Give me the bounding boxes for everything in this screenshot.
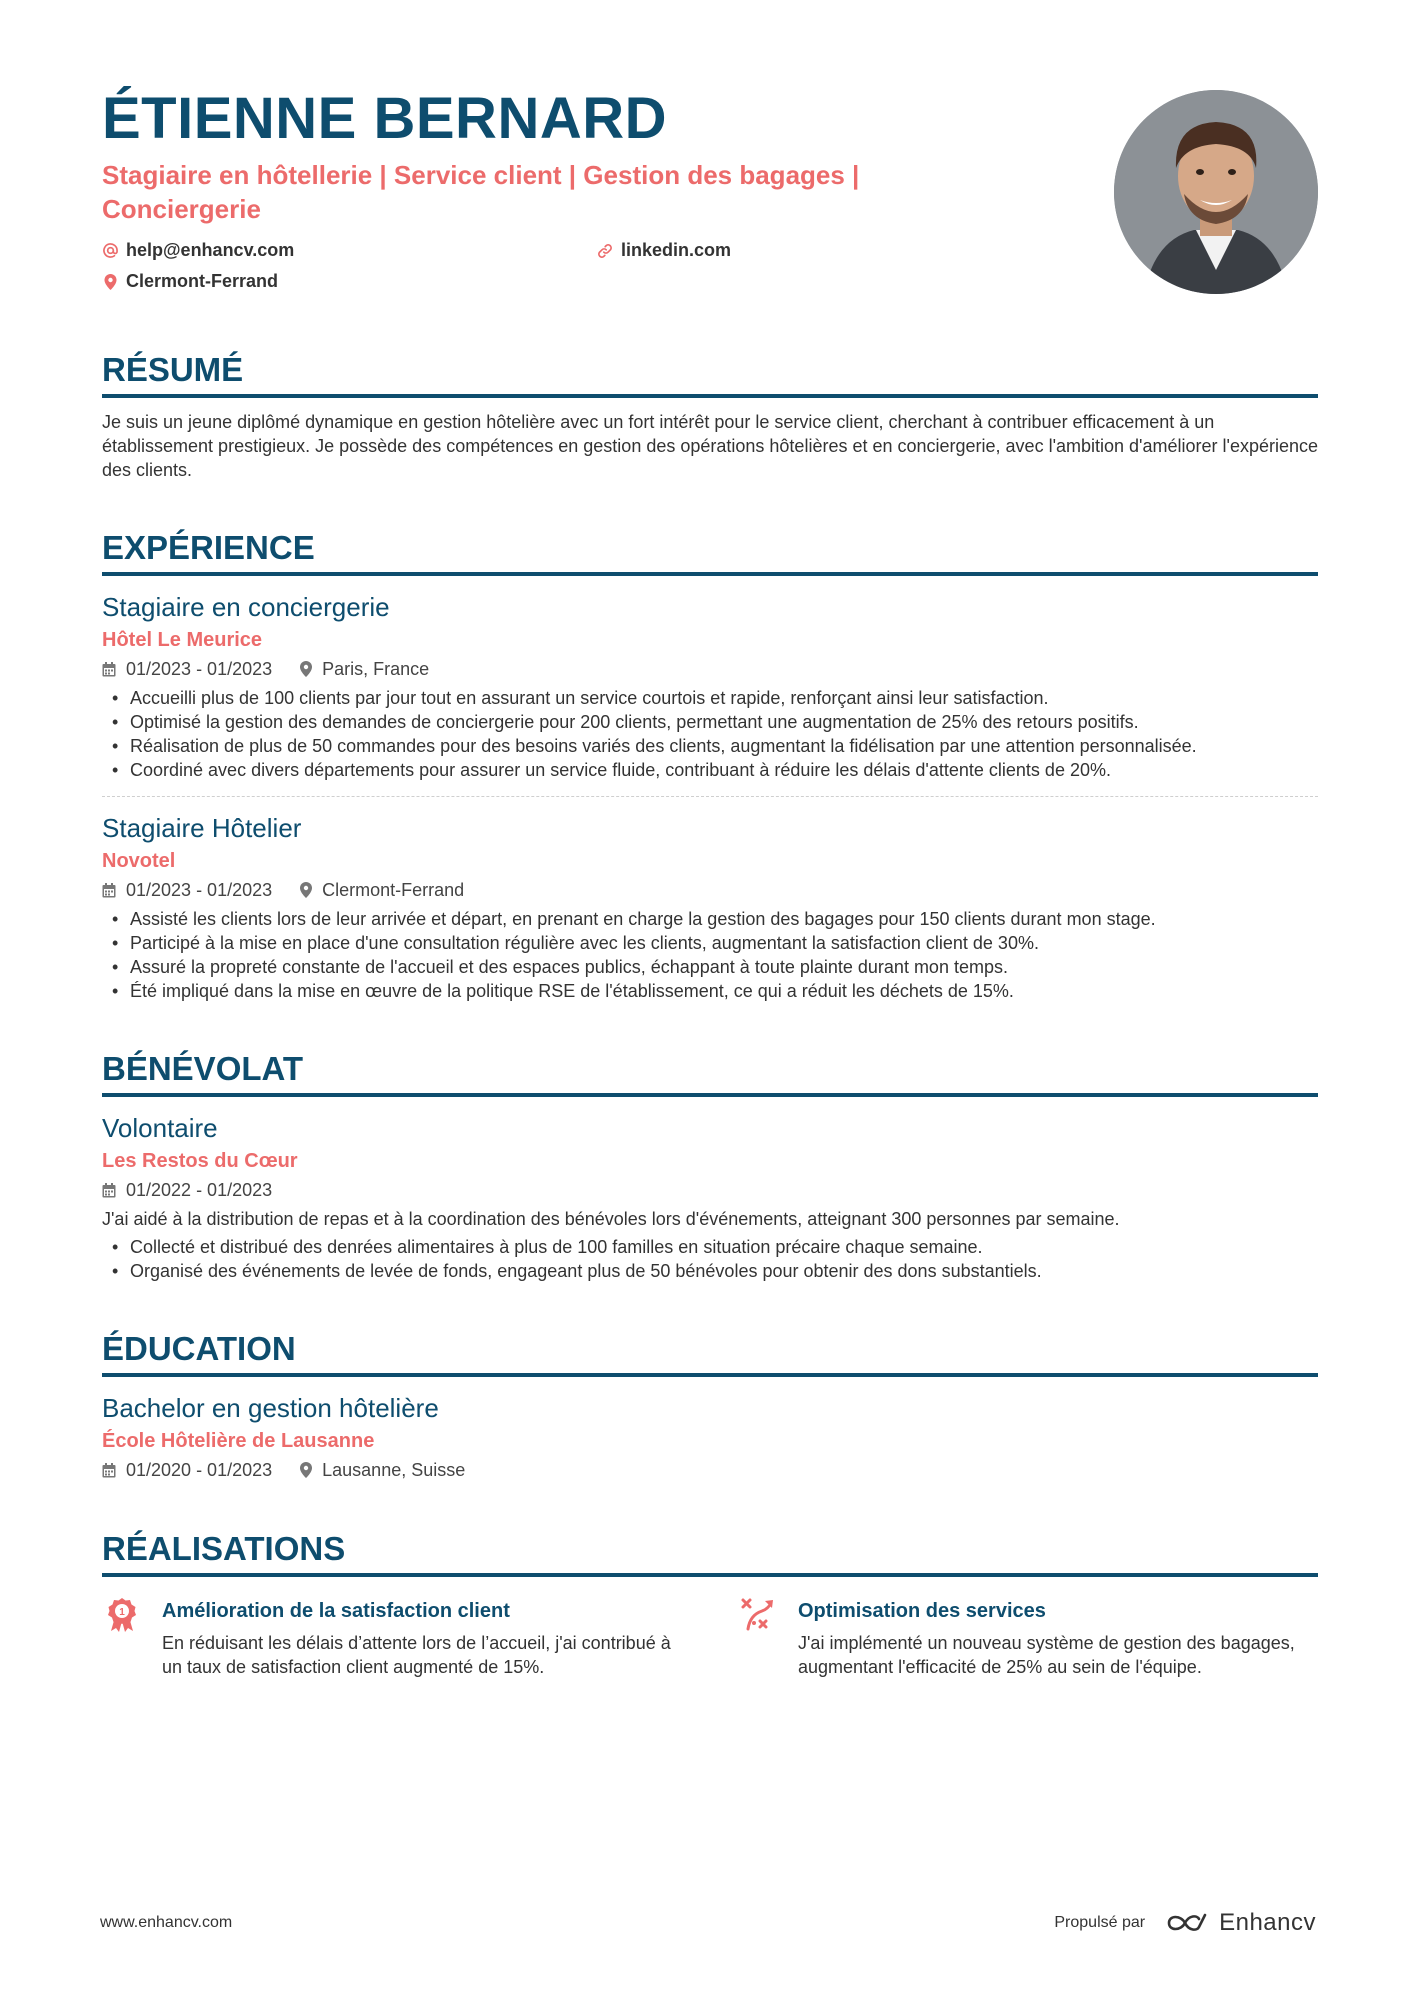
candidate-headline: Stagiaire en hôtellerie | Service client | Gestion des bagages | Conciergerie [102, 160, 860, 224]
job-bullets [102, 686, 1318, 782]
volunteer-meta [102, 1177, 1318, 1203]
job-meta [102, 877, 1318, 903]
achievement-title: Optimisation des services [798, 1600, 1046, 1622]
bullet-item: • Assisté les clients lors de leur arrivée et départ, en prenant en charge la gestion des bagages pour 150 clients durant mon stage. [102, 907, 1318, 931]
volunteer-section [102, 1049, 1318, 1283]
volunteer-bullets [102, 1235, 1318, 1283]
summary-section [102, 350, 1318, 482]
powered-by-label: Propulsé par [1054, 1914, 1146, 1931]
resume-header [102, 86, 1318, 316]
contact-email[interactable] [102, 240, 597, 261]
enhancv-logo-icon [1165, 1911, 1211, 1935]
experience-entry [102, 590, 1318, 782]
summary-heading: RÉSUMÉ [102, 350, 1318, 398]
profile-photo [1114, 90, 1318, 294]
experience-section [102, 528, 1318, 1003]
location-pin-icon [300, 1462, 312, 1478]
job-location: Clermont-Ferrand [300, 877, 464, 903]
entry-divider [102, 796, 1318, 797]
calendar-icon [102, 1183, 116, 1198]
job-meta [102, 656, 1318, 682]
bullet-item: • Accueilli plus de 100 clients par jour tout en assurant un service courtois et rapide, renforçant ainsi leur satisfaction. [102, 686, 1318, 710]
enhancv-logo-text: Enhancv [1219, 1909, 1316, 1936]
resume-content [102, 86, 1318, 1679]
bullet-item: • Collecté et distribué des denrées alimentaires à plus de 100 familles en situation précaire chaque semaine. [102, 1235, 1318, 1259]
bullet-item: • Participé à la mise en place d'une consultation régulière avec les clients, augmentant la satisfaction client de 30%. [102, 931, 1318, 955]
education-dates: 01/2020 - 01/2023 [102, 1457, 272, 1483]
education-location: Lausanne, Suisse [300, 1457, 465, 1483]
contact-email-text: help@enhancv.com [126, 240, 295, 260]
job-dates: 01/2023 - 01/2023 [102, 877, 272, 903]
education-meta [102, 1457, 1318, 1483]
volunteer-dates: 01/2022 - 01/2023 [102, 1177, 272, 1203]
job-title: Stagiaire en conciergerie [102, 592, 390, 622]
achievement-desc: J'ai implémenté un nouveau système de gestion des bagages, augmentant l'efficacité de 25% au sein de l'équipe. [798, 1633, 1295, 1677]
volunteer-entry [102, 1111, 1318, 1283]
job-title: Stagiaire Hôtelier [102, 813, 302, 843]
bullet-item: • Été impliqué dans la mise en œuvre de la politique RSE de l'établissement, ce qui a réduit les déchets de 15%. [102, 979, 1318, 1003]
location-pin-icon [300, 661, 312, 677]
calendar-icon [102, 1463, 116, 1478]
calendar-icon [102, 662, 116, 677]
education-heading: ÉDUCATION [102, 1329, 1318, 1377]
svg-text:1: 1 [119, 1607, 125, 1618]
contact-location [102, 271, 597, 292]
achievement-item [102, 1597, 738, 1679]
achievements-grid [102, 1597, 1318, 1679]
contact-location-text: Clermont-Ferrand [126, 271, 279, 291]
degree-title: Bachelor en gestion hôtelière [102, 1393, 439, 1423]
company-name: Novotel [102, 850, 176, 872]
page-footer [100, 1908, 1316, 1938]
achievement-title: Amélioration de la satisfaction client [162, 1600, 510, 1622]
achievements-section [102, 1529, 1318, 1679]
contact-linkedin-text: linkedin.com [621, 240, 732, 260]
school-name: École Hôtelière de Lausanne [102, 1430, 375, 1452]
bullet-item: • Réalisation de plus de 50 commandes pour des besoins variés des clients, augmentant la fidélisation par une attention personnalisée. [102, 734, 1318, 758]
volunteer-role: Volontaire [102, 1113, 218, 1143]
experience-entry [102, 811, 1318, 1003]
education-section [102, 1329, 1318, 1483]
location-pin-icon [102, 274, 118, 290]
company-name: Hôtel Le Meurice [102, 629, 263, 651]
bullet-item: • Organisé des événements de levée de fonds, engageant plus de 50 bénévoles pour obtenir des dons substantiels. [102, 1259, 1318, 1283]
bullet-item: • Coordiné avec divers départements pour assurer un service fluide, contribuant à réduire les délais d'attente clients de 20%. [102, 758, 1318, 782]
education-entry [102, 1391, 1318, 1483]
footer-branding [1054, 1909, 1316, 1937]
candidate-name: ÉTIENNE BERNARD [102, 86, 667, 151]
experience-heading: EXPÉRIENCE [102, 528, 1318, 576]
contact-linkedin[interactable] [597, 240, 997, 261]
achievements-heading: RÉALISATIONS [102, 1529, 1318, 1577]
bullet-item: • Optimisé la gestion des demandes de conciergerie pour 200 clients, permettant une augmentation de 25% des retours positifs. [102, 710, 1318, 734]
at-icon [102, 243, 118, 259]
link-icon [597, 243, 613, 259]
job-dates: 01/2023 - 01/2023 [102, 656, 272, 682]
volunteer-org: Les Restos du Cœur [102, 1150, 298, 1172]
enhancv-logo[interactable] [1165, 1909, 1316, 1937]
summary-text: Je suis un jeune diplômé dynamique en gestion hôtelière avec un fort intérêt pour le service client, cherchant à contribuer efficacement à un établissement prestigieux. Je possède des compétences en gestion des opérations hôtelières et en conciergerie, avec l'ambition d'améliorer l'expérience des clients. [102, 412, 1319, 480]
achievement-desc: En réduisant les délais d’attente lors de l’accueil, j'ai contribué à un taux de satisfaction client augmenté de 15%. [162, 1633, 671, 1677]
calendar-icon [102, 883, 116, 898]
job-location: Paris, France [300, 656, 429, 682]
strategy-icon [738, 1597, 778, 1637]
volunteer-summary: J'ai aidé à la distribution de repas et à la coordination des bénévoles lors d'événements, atteignant 300 personnes par semaine. [102, 1209, 1120, 1229]
bullet-item: • Assuré la propreté constante de l'accueil et des espaces publics, échappant à toute plainte durant mon temps. [102, 955, 1318, 979]
job-bullets [102, 907, 1318, 1003]
volunteer-heading: BÉNÉVOLAT [102, 1049, 1318, 1097]
achievement-item [738, 1597, 1318, 1679]
location-pin-icon [300, 882, 312, 898]
medal-icon [102, 1597, 142, 1637]
footer-url[interactable]: www.enhancv.com [100, 1914, 233, 1931]
